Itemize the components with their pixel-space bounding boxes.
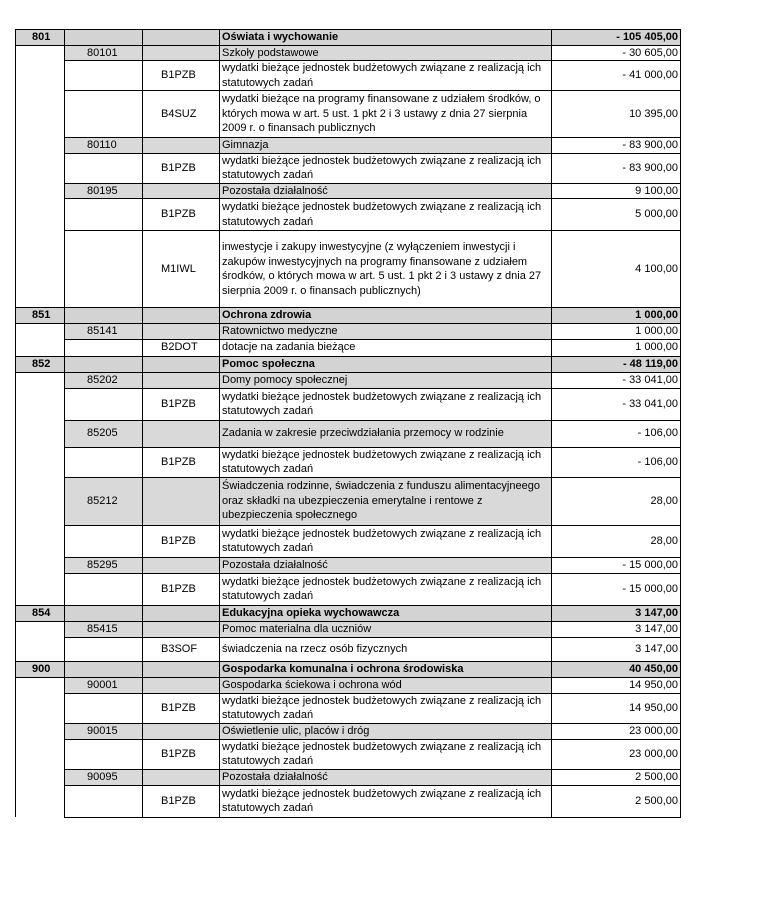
section-code: 852 — [16, 356, 65, 372]
chapter-code — [65, 356, 143, 372]
chapter-code — [65, 447, 143, 477]
item-code — [143, 30, 220, 46]
item-code — [143, 308, 220, 324]
section-code: 801 — [16, 30, 65, 46]
chapter-code: 85202 — [65, 372, 143, 388]
chapter-row — [16, 477, 681, 525]
item-code: B1PZB — [143, 739, 220, 769]
item-code: B1PZB — [143, 525, 220, 557]
description: Pozostała działalność — [220, 769, 552, 785]
chapter-code: 85415 — [65, 621, 143, 637]
description: wydatki bieżące jednostek budżetowych związane z realizacją ich statutowych zadań — [220, 388, 552, 420]
amount: 14 950,00 — [552, 677, 681, 693]
description: Pomoc materialna dla uczniów — [220, 621, 552, 637]
amount: - 105 405,00 — [552, 30, 681, 46]
description: wydatki bieżące jednostek budżetowych związane z realizacją ich statutowych zadań — [220, 739, 552, 769]
chapter-code — [65, 525, 143, 557]
chapter-code — [65, 605, 143, 621]
item-code: B1PZB — [143, 693, 220, 723]
description: wydatki bieżące jednostek budżetowych związane z realizacją ich statutowych zadań — [220, 61, 552, 91]
chapter-code: 85205 — [65, 420, 143, 447]
section-code — [16, 372, 65, 388]
section-code: 851 — [16, 308, 65, 324]
section-code — [16, 61, 65, 91]
chapter-row — [16, 324, 681, 340]
description: wydatki bieżące jednostek budżetowych związane z realizacją ich statutowych zadań — [220, 573, 552, 605]
description: Oświetlenie ulic, placów i dróg — [220, 723, 552, 739]
section-code — [16, 621, 65, 637]
chapter-code — [65, 153, 143, 183]
chapter-row — [16, 621, 681, 637]
description: wydatki bieżące jednostek budżetowych związane z realizacją ich statutowych zadań — [220, 199, 552, 231]
item-code — [143, 138, 220, 154]
item-code: B1PZB — [143, 447, 220, 477]
section-code — [16, 637, 65, 661]
description: Zadania w zakresie przeciwdziałania przemocy w rodzinie — [220, 420, 552, 447]
item-row — [16, 61, 681, 91]
chapter-row — [16, 723, 681, 739]
chapter-row — [16, 45, 681, 61]
description: Ochrona zdrowia — [220, 308, 552, 324]
chapter-row — [16, 183, 681, 199]
section-row — [16, 356, 681, 372]
amount: - 41 000,00 — [552, 61, 681, 91]
section-code — [16, 525, 65, 557]
chapter-code — [65, 308, 143, 324]
description: Pozostała działalność — [220, 183, 552, 199]
chapter-code — [65, 661, 143, 677]
item-code — [143, 769, 220, 785]
item-code: B1PZB — [143, 573, 220, 605]
item-row — [16, 447, 681, 477]
item-code: B3SOF — [143, 637, 220, 661]
chapter-code: 85141 — [65, 324, 143, 340]
section-code — [16, 231, 65, 308]
description: Pozostała działalność — [220, 557, 552, 573]
section-code: 854 — [16, 605, 65, 621]
description: dotacje na zadania bieżące — [220, 339, 552, 356]
chapter-code: 90015 — [65, 723, 143, 739]
description: Świadczenia rodzinne, świadczenia z funduszu alimentacyjneego oraz składki na ubezpieczenia emerytalne i rentowe z ubezpieczenia społecznego — [220, 477, 552, 525]
section-code — [16, 324, 65, 340]
amount: - 15 000,00 — [552, 557, 681, 573]
section-code — [16, 153, 65, 183]
item-row — [16, 153, 681, 183]
amount: - 106,00 — [552, 420, 681, 447]
chapter-row — [16, 372, 681, 388]
chapter-row — [16, 557, 681, 573]
chapter-code — [65, 739, 143, 769]
amount: 40 450,00 — [552, 661, 681, 677]
chapter-code — [65, 693, 143, 723]
amount: 1 000,00 — [552, 308, 681, 324]
description: Pomoc społeczna — [220, 356, 552, 372]
item-code — [143, 661, 220, 677]
amount: 10 395,00 — [552, 91, 681, 138]
item-code: B4SUZ — [143, 91, 220, 138]
item-row — [16, 573, 681, 605]
amount: 1 000,00 — [552, 339, 681, 356]
chapter-row — [16, 677, 681, 693]
chapter-code: 85295 — [65, 557, 143, 573]
description: wydatki bieżące jednostek budżetowych związane z realizacją ich statutowych zadań — [220, 525, 552, 557]
section-code — [16, 45, 65, 61]
item-row — [16, 785, 681, 817]
item-code: B2DOT — [143, 339, 220, 356]
section-code — [16, 477, 65, 525]
item-code: B1PZB — [143, 61, 220, 91]
chapter-code — [65, 199, 143, 231]
chapter-row — [16, 420, 681, 447]
amount: - 15 000,00 — [552, 573, 681, 605]
item-row — [16, 231, 681, 308]
section-code: 900 — [16, 661, 65, 677]
amount: - 30 605,00 — [552, 45, 681, 61]
section-code — [16, 573, 65, 605]
amount: 23 000,00 — [552, 739, 681, 769]
chapter-code: 80101 — [65, 45, 143, 61]
chapter-code — [65, 388, 143, 420]
description: Edukacyjna opieka wychowawcza — [220, 605, 552, 621]
chapter-code: 85212 — [65, 477, 143, 525]
item-row — [16, 199, 681, 231]
amount: - 33 041,00 — [552, 372, 681, 388]
amount: 14 950,00 — [552, 693, 681, 723]
item-row — [16, 739, 681, 769]
item-code — [143, 372, 220, 388]
chapter-code — [65, 231, 143, 308]
chapter-code: 90001 — [65, 677, 143, 693]
description: inwestycje i zakupy inwestycyjne (z wyłączeniem inwestycji i zakupów inwestycyjnych na programy finansowane z udziałem środków, o których mowa w art. 5 ust. 1 pkt 2 i 3 ustawy z dnia 27 sierpnia 2009 r. o finansach publicznych) — [220, 231, 552, 308]
amount: 28,00 — [552, 477, 681, 525]
item-row — [16, 525, 681, 557]
section-code — [16, 388, 65, 420]
item-code — [143, 723, 220, 739]
amount: - 83 900,00 — [552, 138, 681, 154]
chapter-code — [65, 637, 143, 661]
item-code — [143, 324, 220, 340]
item-row — [16, 388, 681, 420]
budget-table — [15, 29, 681, 818]
item-code: B1PZB — [143, 785, 220, 817]
amount: 3 147,00 — [552, 621, 681, 637]
description: Domy pomocy społecznej — [220, 372, 552, 388]
description: Gimnazja — [220, 138, 552, 154]
description: Gospodarka ściekowa i ochrona wód — [220, 677, 552, 693]
section-row — [16, 605, 681, 621]
item-row — [16, 637, 681, 661]
section-code — [16, 557, 65, 573]
chapter-code: 80110 — [65, 138, 143, 154]
description: świadczenia na rzecz osób fizycznych — [220, 637, 552, 661]
amount: 3 147,00 — [552, 637, 681, 661]
item-code — [143, 677, 220, 693]
item-code — [143, 356, 220, 372]
section-code — [16, 739, 65, 769]
chapter-code: 90095 — [65, 769, 143, 785]
amount: 9 100,00 — [552, 183, 681, 199]
amount: 5 000,00 — [552, 199, 681, 231]
item-code: B1PZB — [143, 153, 220, 183]
section-code — [16, 723, 65, 739]
chapter-row — [16, 769, 681, 785]
section-row — [16, 308, 681, 324]
item-code: B1PZB — [143, 388, 220, 420]
section-code — [16, 91, 65, 138]
section-code — [16, 677, 65, 693]
budget-table-body — [16, 30, 681, 818]
description: Ratownictwo medyczne — [220, 324, 552, 340]
item-row — [16, 339, 681, 356]
description: wydatki bieżące jednostek budżetowych związane z realizacją ich statutowych zadań — [220, 447, 552, 477]
section-code — [16, 420, 65, 447]
description: wydatki bieżące jednostek budżetowych związane z realizacją ich statutowych zadań — [220, 785, 552, 817]
amount: - 83 900,00 — [552, 153, 681, 183]
amount: 2 500,00 — [552, 785, 681, 817]
item-code: M1IWL — [143, 231, 220, 308]
amount: 28,00 — [552, 525, 681, 557]
amount: 4 100,00 — [552, 231, 681, 308]
chapter-code — [65, 785, 143, 817]
chapter-code — [65, 91, 143, 138]
description: Szkoły podstawowe — [220, 45, 552, 61]
description: wydatki bieżące jednostek budżetowych związane z realizacją ich statutowych zadań — [220, 693, 552, 723]
chapter-code — [65, 30, 143, 46]
item-code — [143, 183, 220, 199]
item-code — [143, 557, 220, 573]
amount: - 106,00 — [552, 447, 681, 477]
chapter-row — [16, 138, 681, 154]
section-code — [16, 447, 65, 477]
section-code — [16, 339, 65, 356]
amount: - 33 041,00 — [552, 388, 681, 420]
item-code — [143, 45, 220, 61]
item-code — [143, 420, 220, 447]
chapter-code — [65, 61, 143, 91]
section-code — [16, 138, 65, 154]
section-code — [16, 693, 65, 723]
chapter-code: 80195 — [65, 183, 143, 199]
amount: 2 500,00 — [552, 769, 681, 785]
description: wydatki bieżące jednostek budżetowych związane z realizacją ich statutowych zadań — [220, 153, 552, 183]
section-row — [16, 30, 681, 46]
amount: 23 000,00 — [552, 723, 681, 739]
chapter-code — [65, 573, 143, 605]
item-code — [143, 621, 220, 637]
description: Gospodarka komunalna i ochrona środowiska — [220, 661, 552, 677]
section-code — [16, 785, 65, 817]
item-row — [16, 693, 681, 723]
amount: - 48 119,00 — [552, 356, 681, 372]
item-code: B1PZB — [143, 199, 220, 231]
amount: 3 147,00 — [552, 605, 681, 621]
item-code — [143, 605, 220, 621]
section-code — [16, 183, 65, 199]
chapter-code — [65, 339, 143, 356]
section-row — [16, 661, 681, 677]
item-row — [16, 91, 681, 138]
description: Oświata i wychowanie — [220, 30, 552, 46]
description: wydatki bieżące na programy finansowane z udziałem środków, o których mowa w art. 5 ust. 1 pkt 2 i 3 ustawy z dnia 27 sierpnia 2009 r. o finansach publicznych — [220, 91, 552, 138]
section-code — [16, 199, 65, 231]
section-code — [16, 769, 65, 785]
amount: 1 000,00 — [552, 324, 681, 340]
item-code — [143, 477, 220, 525]
